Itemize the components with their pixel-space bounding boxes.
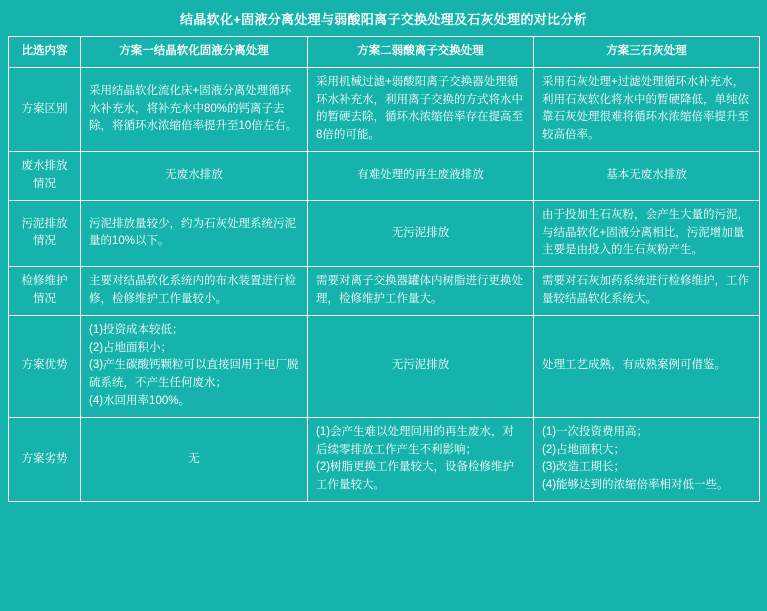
cell-sludge-discharge-option-3: 由于投加生石灰粉，会产生大量的污泥，与结晶软化+固液分离相比，污泥增加量主要是由投入的生石灰粉产生。 [534, 200, 760, 266]
header-compare-content: 比选内容 [9, 37, 81, 68]
cell-wastewater-discharge-option-2: 有难处理的再生废液排放 [308, 152, 534, 201]
page-title: 结晶软化+固液分离处理与弱酸阳离子交换处理及石灰处理的对比分析 [180, 12, 587, 27]
cell-advantages-option-1: (1)投资成本较低； (2)占地面积小； (3)产生碳酸钙颗粒可以直接回用于电厂脱硫系统，不产生任何废水； (4)水回用率100%。 [81, 315, 308, 417]
cell-sludge-discharge-option-1: 污泥排放量较少，约为石灰处理系统污泥量的10%以下。 [81, 200, 308, 266]
table-row [9, 200, 760, 266]
cell-disadvantages-option-2: (1)会产生难以处理回用的再生废水，对后续零排放工作产生不利影响； (2)树脂更换工作量较大，设备检修维护工作量较大。 [308, 417, 534, 501]
header-option-3: 方案三石灰处理 [534, 37, 760, 68]
comparison-table [8, 36, 760, 502]
cell-sludge-discharge-option-2: 无污泥排放 [308, 200, 534, 266]
cell-scheme-difference-option-3: 采用石灰处理+过滤处理循环水补充水，利用石灰软化将水中的暂硬降低，单纯依靠石灰处理很难将循环水浓缩倍率提升至较高倍率。 [534, 67, 760, 151]
cell-scheme-difference-option-1: 采用结晶软化流化床+固液分离处理循环水补充水，将补充水中80%的钙离子去除，将循环水浓缩倍率提升至10倍左右。 [81, 67, 308, 151]
cell-maintenance-option-1: 主要对结晶软化系统内的布水装置进行检修，检修维护工作量较小。 [81, 267, 308, 316]
row-label-wastewater-discharge: 废水排放情况 [9, 152, 81, 201]
cell-scheme-difference-option-2: 采用机械过滤+弱酸阳离子交换器处理循环水补充水，利用离子交换的方式将水中的暂硬去除，循环水浓缩倍率存在提高至8倍的可能。 [308, 67, 534, 151]
row-label-sludge-discharge: 污泥排放情况 [9, 200, 81, 266]
table-row [9, 267, 760, 316]
cell-wastewater-discharge-option-1: 无废水排放 [81, 152, 308, 201]
table-header-row [9, 37, 760, 68]
cell-disadvantages-option-3: (1)一次投资费用高； (2)占地面积大； (3)改造工期长； (4)能够达到的浓缩倍率相对低一些。 [534, 417, 760, 501]
cell-advantages-option-3: 处理工艺成熟，有成熟案例可借鉴。 [534, 315, 760, 417]
cell-maintenance-option-2: 需要对离子交换器罐体内树脂进行更换处理，检修维护工作量大。 [308, 267, 534, 316]
table-row [9, 152, 760, 201]
cell-wastewater-discharge-option-3: 基本无废水排放 [534, 152, 760, 201]
table-row [9, 67, 760, 151]
row-label-advantages: 方案优势 [9, 315, 81, 417]
row-label-scheme-difference: 方案区别 [9, 67, 81, 151]
table-row [9, 417, 760, 501]
cell-maintenance-option-3: 需要对石灰加药系统进行检修维护，工作量较结晶软化系统大。 [534, 267, 760, 316]
header-option-1: 方案一结晶软化固液分离处理 [81, 37, 308, 68]
header-option-2: 方案二弱酸离子交换处理 [308, 37, 534, 68]
row-label-maintenance: 检修维护情况 [9, 267, 81, 316]
cell-disadvantages-option-1: 无 [81, 417, 308, 501]
row-label-disadvantages: 方案劣势 [9, 417, 81, 501]
cell-advantages-option-2: 无污泥排放 [308, 315, 534, 417]
table-row [9, 315, 760, 417]
